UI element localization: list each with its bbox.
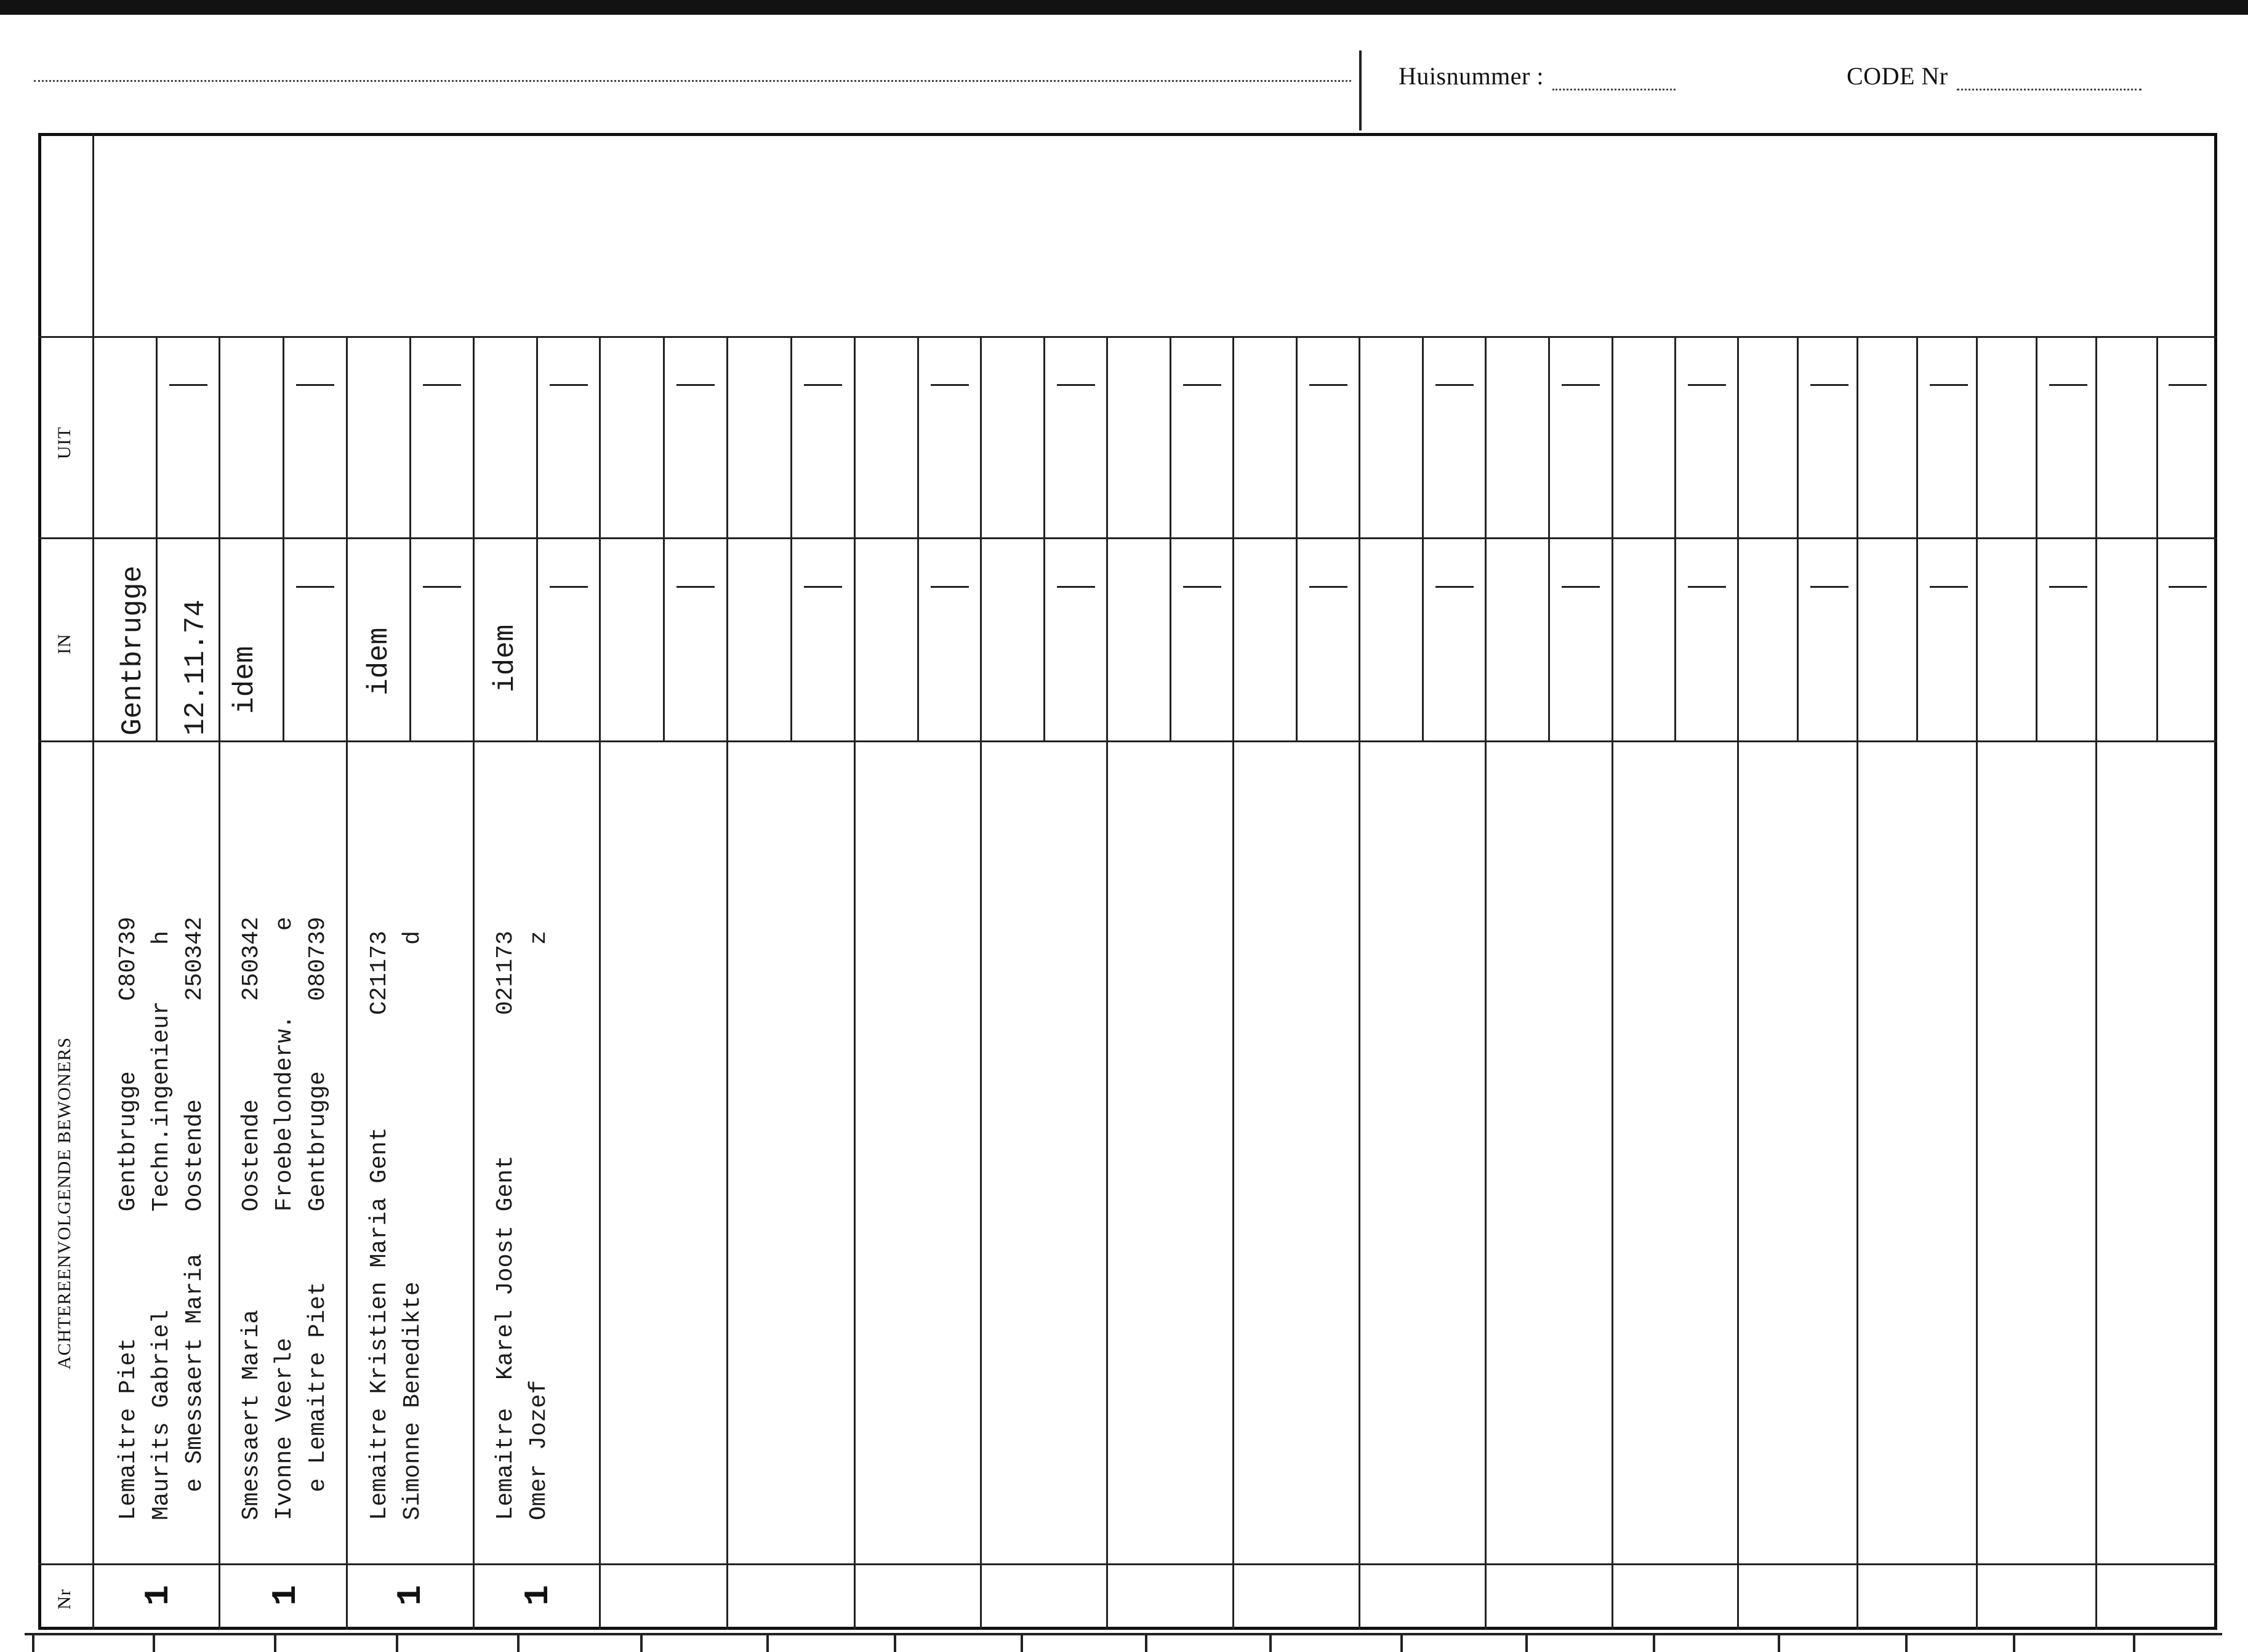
cell-dash xyxy=(1183,384,1221,386)
bottom-tick xyxy=(153,1633,155,1652)
entry-column-divider xyxy=(1359,336,1360,1630)
resident-line: e Lemaitre Piet Gentbrugge 080739 xyxy=(305,916,331,1520)
sub-column-divider xyxy=(917,336,919,740)
bottom-tick xyxy=(1778,1633,1780,1652)
in-label: IN xyxy=(54,633,74,654)
cell-dash xyxy=(423,384,461,386)
cell-dash xyxy=(169,384,207,386)
divider-in-bewoners xyxy=(38,740,2217,742)
cell-dash xyxy=(1688,384,1726,386)
huisnummer-blank xyxy=(1552,70,1676,90)
header-name-line xyxy=(34,80,1351,82)
nr-label: Nr xyxy=(54,1589,74,1610)
sub-column-divider xyxy=(1170,336,1171,740)
sub-column-divider xyxy=(1043,336,1045,740)
sub-column-divider xyxy=(283,336,284,740)
resident-line: Omer Jozef z xyxy=(526,931,552,1520)
cell-dash xyxy=(2169,586,2207,588)
sub-column-divider xyxy=(1296,336,1298,740)
resident-line: Smessaert Maria Oostende 250342 xyxy=(238,916,265,1520)
cell-dash xyxy=(423,586,461,588)
code-label: CODE Nr xyxy=(1847,62,1948,90)
divider-top-uit xyxy=(38,336,2217,338)
cell-dash xyxy=(1930,384,1968,386)
cell-dash xyxy=(2049,586,2087,588)
bottom-tick xyxy=(640,1633,643,1652)
in-date: 12.11.74 xyxy=(180,599,212,736)
entry-column-divider xyxy=(346,336,348,1630)
entry-column-divider xyxy=(1232,336,1234,1630)
resident-line: Maurits Gabriel Techn.ingenieur h xyxy=(148,931,175,1520)
cell-dash xyxy=(1930,586,1968,588)
entry-column-divider xyxy=(1976,336,1978,1630)
divider-uit-in xyxy=(38,537,2217,539)
cell-dash xyxy=(1562,586,1600,588)
sub-column-divider xyxy=(2156,336,2158,740)
bottom-tick xyxy=(2013,1633,2015,1652)
sub-column-divider xyxy=(1548,336,1550,740)
entry-nr: 1 xyxy=(138,1585,178,1606)
bottom-tick xyxy=(1021,1633,1023,1652)
cell-dash xyxy=(804,384,842,386)
sub-column-divider xyxy=(2036,336,2037,740)
entry-column-divider xyxy=(1485,336,1487,1630)
bottom-tick xyxy=(894,1633,896,1652)
cell-dash xyxy=(1057,384,1095,386)
cell-dash xyxy=(1309,384,1347,386)
bottom-tick xyxy=(32,1633,34,1652)
resident-block xyxy=(235,916,335,1520)
sub-column-divider xyxy=(663,336,665,740)
cell-dash xyxy=(1810,586,1849,588)
uit-label: UIT xyxy=(54,427,74,459)
sub-column-divider xyxy=(790,336,792,740)
entry-nr: 1 xyxy=(390,1585,430,1606)
huisnummer-field xyxy=(1399,62,1676,90)
entry-column-divider xyxy=(980,336,982,1630)
cell-dash xyxy=(676,384,715,386)
entry-column-divider xyxy=(599,336,601,1630)
cell-dash xyxy=(1562,384,1600,386)
code-field xyxy=(1847,62,2142,90)
sub-column-divider xyxy=(409,336,411,740)
divider-bewoners-nr xyxy=(38,1563,2217,1565)
cell-dash xyxy=(1435,384,1474,386)
cell-dash xyxy=(931,586,969,588)
entry-column-divider xyxy=(473,336,475,1630)
entry-nr: 1 xyxy=(265,1585,305,1606)
in-location: idem xyxy=(363,627,395,696)
cell-dash xyxy=(676,586,715,588)
sub-column-divider xyxy=(1916,336,1918,740)
entry-column-divider xyxy=(1737,336,1739,1630)
sub-column-divider xyxy=(1797,336,1799,740)
label-column-divider xyxy=(92,133,94,1630)
bottom-tick xyxy=(1525,1633,1528,1652)
bottom-tick xyxy=(396,1633,398,1652)
bottom-tick xyxy=(274,1633,276,1652)
sub-column-divider xyxy=(1422,336,1424,740)
cell-dash xyxy=(550,586,588,588)
resident-line: Ivonne Veerle Froebelonderw. e xyxy=(271,916,298,1520)
cell-dash xyxy=(1057,586,1095,588)
entry-nr: 1 xyxy=(518,1585,558,1606)
entry-column-divider xyxy=(2095,336,2097,1630)
resident-line: Simonne Benedikte d xyxy=(399,931,426,1520)
sub-column-divider xyxy=(156,336,158,740)
bottom-tick xyxy=(1145,1633,1147,1652)
sub-column-divider xyxy=(1674,336,1676,740)
bewoners-label: ACHTEREENVOLGENDE BEWONERS xyxy=(54,1037,74,1369)
bottom-tick xyxy=(1400,1633,1403,1652)
top-edge-bar xyxy=(0,0,2248,15)
cell-dash xyxy=(296,384,334,386)
cell-dash xyxy=(550,384,588,386)
cell-dash xyxy=(931,384,969,386)
in-location: Gentbrugge xyxy=(117,565,149,736)
in-location: idem xyxy=(489,624,521,692)
header-divider xyxy=(1359,50,1362,130)
resident-line: Lemaitre Kristien Maria Gent C21173 xyxy=(366,931,393,1520)
bottom-tick xyxy=(766,1633,769,1652)
cell-dash xyxy=(1435,586,1474,588)
resident-line: e Smessaert Maria Oostende 250342 xyxy=(182,916,208,1520)
resident-block xyxy=(112,916,212,1520)
bottom-tick xyxy=(1269,1633,1272,1652)
resident-line: Lemaitre Karel Joost Gent 021173 xyxy=(492,931,519,1520)
bottom-edge-line xyxy=(25,1633,2222,1635)
bottom-tick xyxy=(517,1633,520,1652)
resident-block xyxy=(489,931,556,1520)
in-location: idem xyxy=(229,646,261,714)
code-blank xyxy=(1957,70,2142,90)
sub-column-divider xyxy=(536,336,538,740)
entry-column-divider xyxy=(1857,336,1858,1630)
bottom-tick xyxy=(1653,1633,1655,1652)
huisnummer-label: Huisnummer : xyxy=(1399,62,1544,90)
cell-dash xyxy=(2049,384,2087,386)
entry-column-divider xyxy=(1106,336,1108,1630)
entry-column-divider xyxy=(726,336,728,1630)
resident-block xyxy=(363,931,430,1520)
cell-dash xyxy=(1183,586,1221,588)
cell-dash xyxy=(804,586,842,588)
cell-dash xyxy=(1309,586,1347,588)
cell-dash xyxy=(1688,586,1726,588)
entry-column-divider xyxy=(854,336,856,1630)
resident-line: Lemaitre Piet Gentbrugge C80739 xyxy=(115,916,142,1520)
entry-column-divider xyxy=(219,336,220,1630)
cell-dash xyxy=(1810,384,1849,386)
cell-dash xyxy=(2169,384,2207,386)
bottom-tick xyxy=(1905,1633,1908,1652)
cell-dash xyxy=(296,586,334,588)
bottom-tick xyxy=(2133,1633,2135,1652)
entry-column-divider xyxy=(1612,336,1613,1630)
